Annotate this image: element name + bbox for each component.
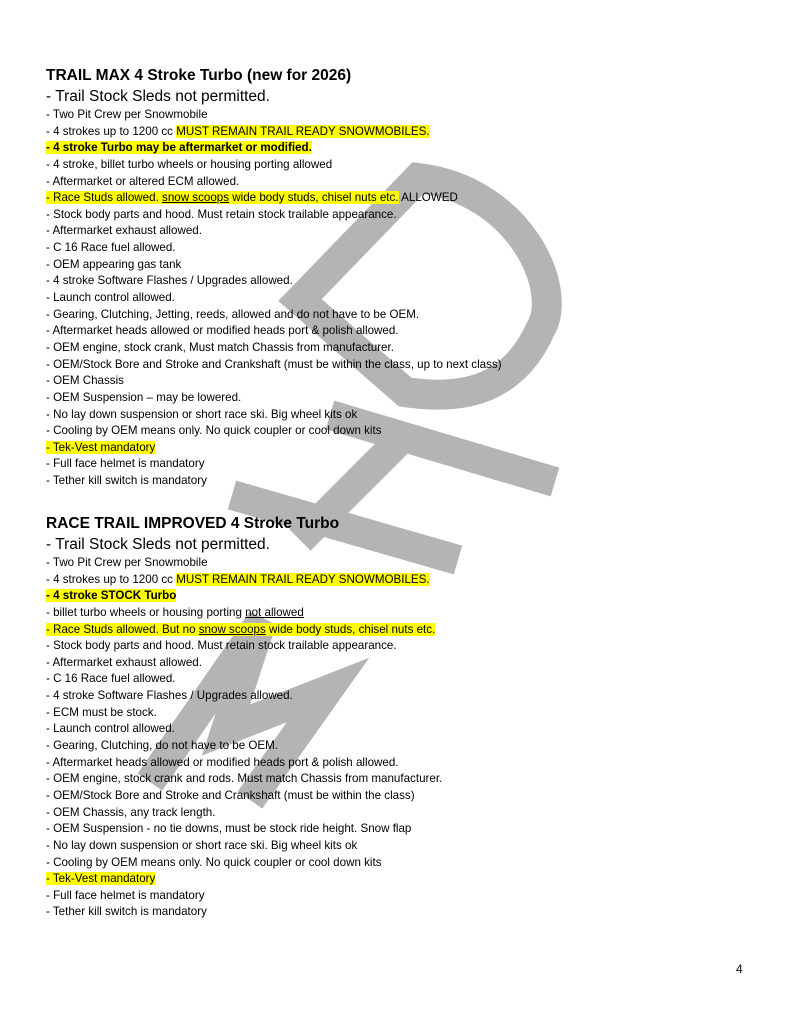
highlighted-text: wide body studs, chisel nuts etc. (232, 191, 399, 205)
rule-item: - C 16 Race fuel allowed. (46, 672, 176, 686)
rule-item (46, 440, 746, 457)
rule-item (46, 124, 746, 141)
rule-item: - OEM/Stock Bore and Stroke and Crankshaft (must be within the class, up to next class) (46, 357, 502, 371)
highlighted-text: - Race Studs allowed. (46, 191, 159, 205)
class-section-race-trail-improved (46, 514, 746, 921)
rule-item (46, 871, 746, 888)
highlighted-text: - Race Studs allowed. But no (46, 622, 196, 636)
rule-item: - OEM/Stock Bore and Stroke and Crankshaft (must be within the class) (46, 788, 415, 802)
rule-item: - Two Pit Crew per Snowmobile (46, 108, 208, 121)
rule-item: - 4 stroke Software Flashes / Upgrades allowed. (46, 274, 293, 288)
rule-text: - billet turbo wheels or housing porting (46, 605, 242, 619)
rule-item: - Gearing, Clutching, Jetting, reeds, allowed and do not have to be OEM. (46, 307, 420, 321)
rule-item: - Aftermarket exhaust allowed. (46, 655, 202, 669)
rule-item: - Stock body parts and hood. Must retain stock trailable appearance. (46, 639, 397, 653)
highlighted-text: MUST REMAIN TRAIL READY SNOWMOBILES. (176, 124, 430, 138)
page-number: 4 (736, 962, 743, 976)
section-title: RACE TRAIL IMPROVED 4 Stroke Turbo (46, 515, 340, 532)
rule-item: - Gearing, Clutching, do not have to be OEM. (46, 739, 278, 753)
rule-item: - Tether kill switch is mandatory (46, 474, 207, 488)
rule-item: - OEM Suspension – may be lowered. (46, 390, 242, 404)
rule-item: - Cooling by OEM means only. No quick coupler or cool down kits (46, 424, 382, 438)
rule-item (46, 140, 746, 157)
rule-item: - Aftermarket heads allowed or modified heads port & polish allowed. (46, 324, 399, 338)
rule-item: - OEM Chassis (46, 374, 124, 388)
section-title: TRAIL MAX 4 Stroke Turbo (new for 2026) (46, 67, 352, 84)
rule-item: - 4 stroke, billet turbo wheels or housing porting allowed (46, 157, 333, 171)
rule-item: - Launch control allowed. (46, 722, 175, 736)
rule-item (46, 622, 746, 639)
rule-item: - OEM engine, stock crank and rods. Must match Chassis from manufacturer. (46, 772, 443, 786)
rule-item: - OEM Chassis, any track length. (46, 805, 216, 819)
rule-item: - Launch control allowed. (46, 291, 175, 305)
underlined-text: snow scoops (162, 191, 230, 205)
rule-item: - 4 stroke Software Flashes / Upgrades allowed. (46, 689, 293, 703)
rule-item: - Tether kill switch is mandatory (46, 905, 207, 919)
rule-item: - Full face helmet is mandatory (46, 457, 205, 471)
class-section-trail-max (46, 66, 746, 490)
rule-item: - OEM appearing gas tank (46, 257, 182, 271)
rule-item: - OEM engine, stock crank, Must match Chassis from manufacturer. (46, 340, 394, 354)
rule-item: - C 16 Race fuel allowed. (46, 241, 176, 255)
highlighted-text: wide body studs, chisel nuts etc. (269, 622, 436, 636)
rule-item: - Stock body parts and hood. Must retain stock trailable appearance. (46, 207, 397, 221)
rule-item: - Cooling by OEM means only. No quick coupler or cool down kits (46, 855, 382, 869)
rule-item: - Aftermarket heads allowed or modified heads port & polish allowed. (46, 755, 399, 769)
highlighted-text: - Tek-Vest mandatory (46, 440, 156, 454)
rule-item: - Full face helmet is mandatory (46, 888, 205, 902)
highlighted-text: - Tek-Vest mandatory (46, 872, 156, 886)
rule-text: ALLOWED (401, 191, 458, 205)
rule-item: - OEM Suspension - no tie downs, must be stock ride height. Snow flap (46, 822, 412, 836)
highlighted-text: MUST REMAIN TRAIL READY SNOWMOBILES. (176, 572, 430, 586)
section-subtitle: - Trail Stock Sleds not permitted. (46, 536, 270, 553)
rule-item: - Aftermarket exhaust allowed. (46, 224, 202, 238)
highlighted-text: - 4 stroke STOCK Turbo (46, 589, 177, 603)
highlighted-text: - 4 stroke Turbo may be aftermarket or modified. (46, 141, 312, 155)
rule-text: - 4 strokes up to 1200 cc (46, 572, 173, 586)
rule-item (46, 572, 746, 589)
rule-item (46, 190, 746, 207)
rule-item: - No lay down suspension or short race ski. Big wheel kits ok (46, 407, 358, 421)
rule-text: - 4 strokes up to 1200 cc (46, 124, 173, 138)
section-subtitle: - Trail Stock Sleds not permitted. (46, 88, 270, 105)
underlined-text: not allowed (245, 605, 304, 619)
rule-item: - ECM must be stock. (46, 705, 157, 719)
rule-item: - Two Pit Crew per Snowmobile (46, 556, 208, 569)
underlined-text: snow scoops (198, 622, 266, 636)
rule-item: - No lay down suspension or short race ski. Big wheel kits ok (46, 838, 358, 852)
rule-item: - Aftermarket or altered ECM allowed. (46, 174, 240, 188)
rule-item (46, 605, 746, 622)
rule-item (46, 588, 746, 605)
